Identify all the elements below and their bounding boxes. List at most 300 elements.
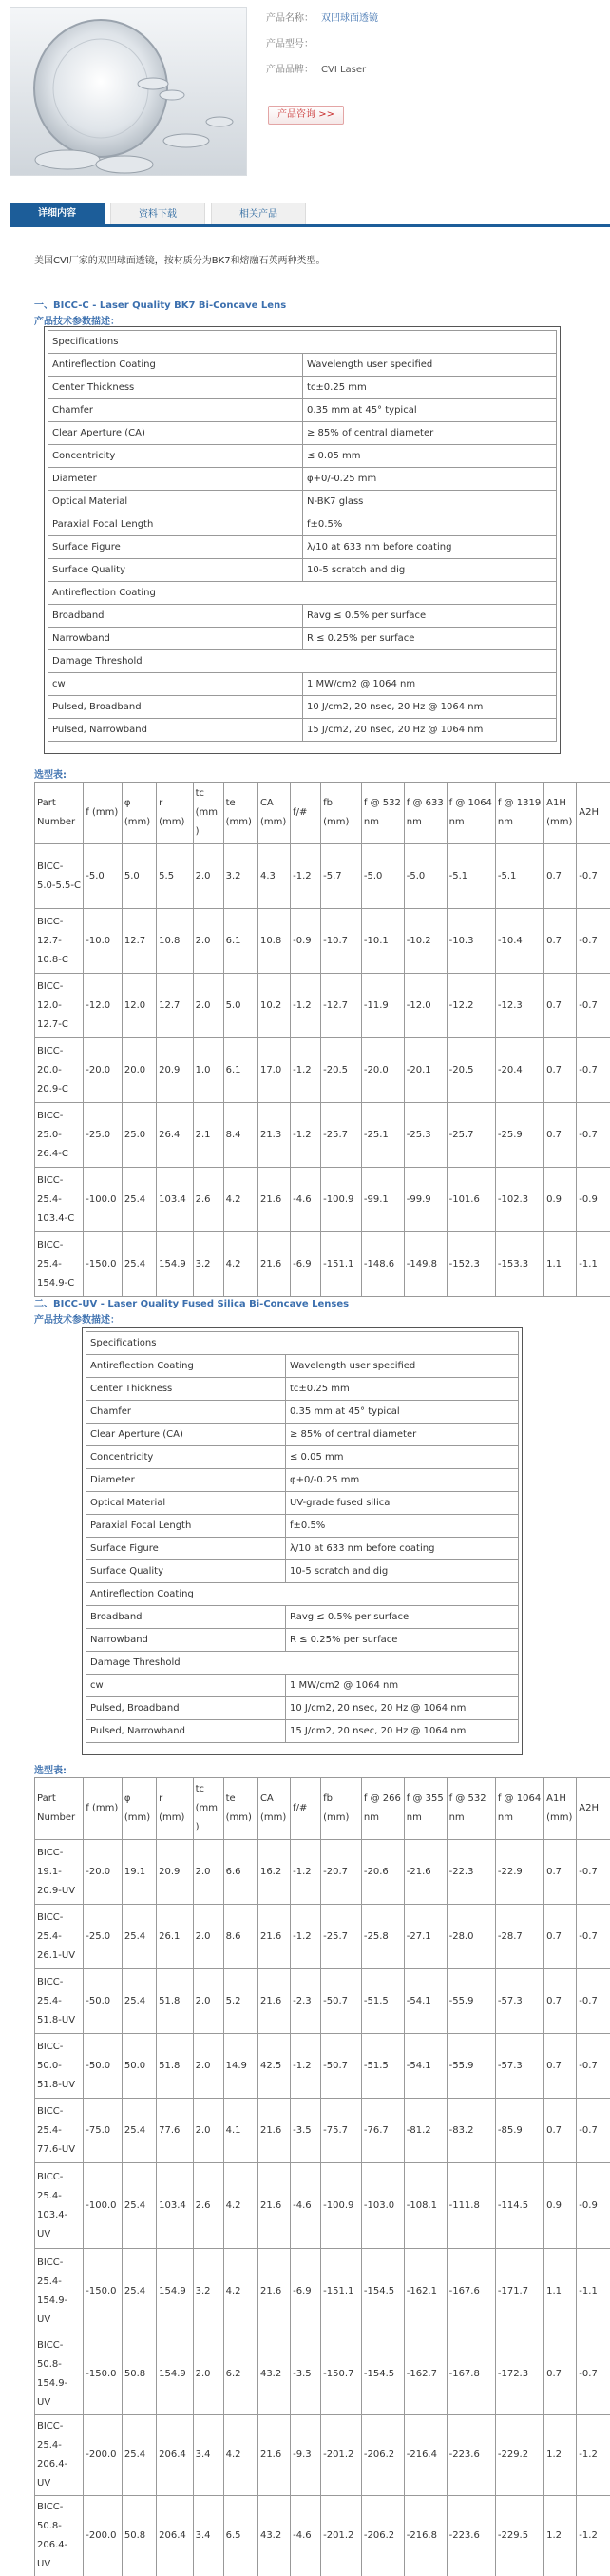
table-cell: -50.7 (321, 2034, 362, 2099)
product-model-label: 产品型号： (266, 39, 314, 49)
table-cell: -149.8 (404, 1232, 447, 1297)
table-cell: -25.0 (84, 1103, 123, 1168)
table-row (35, 1103, 610, 1168)
spec-name: Clear Aperture (CA) (86, 1424, 286, 1446)
spec-value: 10 J/cm2, 20 nsec, 20 Hz @ 1064 nm (286, 1697, 519, 1720)
table-cell: -20.1 (404, 1038, 447, 1103)
table-cell: -162.7 (404, 2334, 447, 2415)
spec-name: Diameter (86, 1469, 286, 1492)
table-cell: 2.0 (193, 974, 223, 1038)
table-cell: -6.9 (291, 1232, 321, 1297)
table-cell: -25.8 (361, 1905, 404, 1969)
spec-value: f±0.5% (303, 513, 557, 536)
table-row (35, 2249, 610, 2334)
table-cell: 0.7 (544, 2099, 577, 2163)
table-cell: -216.8 (404, 2496, 447, 2576)
table-cell: -20.7 (321, 1840, 362, 1905)
table-cell: -81.2 (404, 2099, 447, 2163)
selection-header-cell: φ (mm) (122, 783, 156, 844)
intro-text: 美国CVI厂家的双凹球面透镜，按材质分为BK7和熔融石英两种类型。 (34, 256, 326, 266)
selection-header-cell: te (mm) (223, 783, 257, 844)
table-cell: 4.1 (223, 2099, 257, 2163)
table-cell: 16.2 (257, 1840, 290, 1905)
part-number-cell: BICC-20.0-20.9-C (35, 1038, 84, 1103)
spec-value: 10-5 scratch and dig (286, 1560, 519, 1583)
spec-value: Wavelength user specified (286, 1355, 519, 1378)
table-cell: -20.5 (447, 1038, 495, 1103)
table-cell: -229.2 (495, 2415, 543, 2496)
spec-value: ≥ 85% of central diameter (303, 422, 557, 445)
table-cell: 12.7 (122, 909, 156, 974)
spec-value: ≤ 0.05 mm (286, 1446, 519, 1469)
spec-row (48, 719, 557, 742)
spec-row (86, 1560, 519, 1583)
table-cell: -9.3 (291, 2415, 321, 2496)
table-cell: -0.7 (577, 974, 610, 1038)
table-cell: 5.0 (223, 974, 257, 1038)
table-cell: 3.2 (193, 2249, 223, 2334)
product-consult-button[interactable]: 产品咨询 >> (268, 106, 344, 125)
table-row (35, 2099, 610, 2163)
table-cell: 0.9 (544, 2163, 577, 2249)
table-cell: -154.5 (361, 2334, 404, 2415)
table-cell: 10.2 (257, 974, 290, 1038)
part-number-cell: BICC-25.4-77.6-UV (35, 2099, 84, 2163)
product-brand-label: 产品品牌： (266, 65, 314, 75)
table-cell: 2.0 (193, 909, 223, 974)
table-cell: -1.2 (291, 844, 321, 909)
table-cell: -150.0 (84, 1232, 123, 1297)
table-cell: -1.2 (291, 1840, 321, 1905)
table-cell: -25.7 (321, 1905, 362, 1969)
table-cell: 1.0 (193, 1038, 223, 1103)
spec-name: Chamfer (86, 1401, 286, 1424)
table-cell: -0.7 (577, 1103, 610, 1168)
table-cell: -5.0 (84, 844, 123, 909)
spec-value: 15 J/cm2, 20 nsec, 20 Hz @ 1064 nm (286, 1720, 519, 1743)
selection-header-cell: A1H (mm) (544, 783, 577, 844)
table-cell: 20.9 (157, 1840, 193, 1905)
spec-name: Surface Quality (48, 559, 303, 582)
spec-row (48, 491, 557, 513)
spec-name: Paraxial Focal Length (86, 1515, 286, 1538)
spec-value: R ≤ 0.25% per surface (286, 1629, 519, 1652)
table-row (35, 1905, 610, 1969)
table-cell: 206.4 (157, 2415, 193, 2496)
table-cell: 2.1 (193, 1103, 223, 1168)
tab-bar (10, 203, 610, 227)
table-cell: -114.5 (495, 2163, 543, 2249)
table-cell: 4.2 (223, 1232, 257, 1297)
spec-name: cw (86, 1675, 286, 1697)
selection-header-cell: tc (mm) (193, 783, 223, 844)
table-cell: 8.4 (223, 1103, 257, 1168)
section1-spec-table (48, 330, 557, 742)
table-cell: -0.7 (577, 2334, 610, 2415)
spec-row (48, 628, 557, 650)
table-cell: 4.2 (223, 2249, 257, 2334)
spec-row (48, 536, 557, 559)
table-cell: 1.2 (544, 2415, 577, 2496)
part-number-cell: BICC-12.7-10.8-C (35, 909, 84, 974)
table-cell: -10.4 (495, 909, 543, 974)
section1-selection-table (34, 782, 610, 1297)
table-cell: 5.5 (157, 844, 193, 909)
table-cell: 2.0 (193, 2034, 223, 2099)
spec-name: Antireflection Coating (48, 354, 303, 377)
spec-value: ≤ 0.05 mm (303, 445, 557, 468)
selection-header-cell: f @ 633 nm (404, 783, 447, 844)
table-cell: 51.8 (157, 2034, 193, 2099)
table-row (35, 909, 610, 974)
selection-header-cell: r (mm) (157, 1778, 193, 1840)
spec-value: λ/10 at 633 nm before coating (303, 536, 557, 559)
spec-value: 1 MW/cm2 @ 1064 nm (303, 673, 557, 696)
spec-name: Narrowband (86, 1629, 286, 1652)
table-cell: 51.8 (157, 1969, 193, 2034)
spec-value: λ/10 at 633 nm before coating (286, 1538, 519, 1560)
table-cell: 25.4 (122, 1232, 156, 1297)
table-cell: 1.2 (544, 2496, 577, 2576)
spec-row (86, 1424, 519, 1446)
spec-group-header: Damage Threshold (86, 1652, 519, 1675)
selection-header-cell: f @ 532 nm (361, 783, 404, 844)
table-cell: -206.2 (361, 2496, 404, 2576)
table-cell: 21.6 (257, 1168, 290, 1232)
table-cell: -20.6 (361, 1840, 404, 1905)
part-number-cell: BICC-50.8-206.4-UV (35, 2496, 84, 2576)
spec-row (86, 1697, 519, 1720)
table-cell: 21.6 (257, 2415, 290, 2496)
table-cell: 12.7 (157, 974, 193, 1038)
table-cell: -10.7 (321, 909, 362, 974)
table-cell: -5.0 (361, 844, 404, 909)
table-cell: -5.7 (321, 844, 362, 909)
table-cell: -12.0 (84, 974, 123, 1038)
table-row (35, 1969, 610, 2034)
table-cell: 25.4 (122, 2415, 156, 2496)
table-cell: -162.1 (404, 2249, 447, 2334)
table-cell: 3.2 (223, 844, 257, 909)
spec-value: 10 J/cm2, 20 nsec, 20 Hz @ 1064 nm (303, 696, 557, 719)
spec-group-header: Damage Threshold (48, 650, 557, 673)
table-cell: -171.7 (495, 2249, 543, 2334)
spec-name: Antireflection Coating (86, 1355, 286, 1378)
product-brand-value: CVI Laser (321, 65, 367, 75)
spec-value: 1 MW/cm2 @ 1064 nm (286, 1675, 519, 1697)
table-cell: 2.0 (193, 844, 223, 909)
table-cell: 6.1 (223, 909, 257, 974)
spec-row (86, 1606, 519, 1629)
table-cell: -5.1 (447, 844, 495, 909)
table-cell: 20.0 (122, 1038, 156, 1103)
section1-selection-label: 选型表: (34, 770, 67, 781)
table-cell: -28.0 (447, 1905, 495, 1969)
table-cell: 10.8 (157, 909, 193, 974)
part-number-cell: BICC-25.4-103.4-UV (35, 2163, 84, 2249)
table-cell: 154.9 (157, 1232, 193, 1297)
table-cell: -0.7 (577, 1969, 610, 2034)
spec-row (86, 1469, 519, 1492)
table-cell: 77.6 (157, 2099, 193, 2163)
table-cell: 5.0 (122, 844, 156, 909)
spec-group-header: Antireflection Coating (86, 1583, 519, 1606)
table-cell: -25.0 (84, 1905, 123, 1969)
spec-value: UV-grade fused silica (286, 1492, 519, 1515)
table-cell: -10.0 (84, 909, 123, 974)
product-info (266, 8, 378, 85)
table-cell: 154.9 (157, 2334, 193, 2415)
selection-header-cell: r (mm) (157, 783, 193, 844)
table-cell: -151.1 (321, 1232, 362, 1297)
table-cell: 2.0 (193, 1969, 223, 2034)
part-number-cell: BICC-12.0-12.7-C (35, 974, 84, 1038)
spec-name: Broadband (86, 1606, 286, 1629)
table-cell: -27.1 (404, 1905, 447, 1969)
spec-name: Narrowband (48, 628, 303, 650)
table-cell: -25.7 (447, 1103, 495, 1168)
table-cell: 0.7 (544, 909, 577, 974)
table-cell: 14.9 (223, 2034, 257, 2099)
spec-value: tc±0.25 mm (286, 1378, 519, 1401)
part-number-cell: BICC-5.0-5.5-C (35, 844, 84, 909)
table-cell: -20.0 (84, 1038, 123, 1103)
spec-name: Diameter (48, 468, 303, 491)
product-name-label: 产品名称： (266, 13, 314, 24)
table-cell: 21.6 (257, 1905, 290, 1969)
table-cell: 0.7 (544, 1969, 577, 2034)
table-cell: 2.6 (193, 2163, 223, 2249)
table-cell: -10.2 (404, 909, 447, 974)
spec-group-header: Antireflection Coating (48, 582, 557, 605)
selection-header-cell: f @ 355 nm (404, 1778, 447, 1840)
spec-group-header-row (86, 1332, 519, 1355)
table-cell: -167.8 (447, 2334, 495, 2415)
section2-selection-label: 选型表: (34, 1766, 67, 1776)
spec-value: φ+0/-0.25 mm (286, 1469, 519, 1492)
table-cell: 50.8 (122, 2496, 156, 2576)
table-cell: -1.2 (291, 2034, 321, 2099)
table-cell: 12.0 (122, 974, 156, 1038)
table-row (35, 974, 610, 1038)
table-cell: 0.9 (544, 1168, 577, 1232)
table-cell: -20.0 (84, 1840, 123, 1905)
spec-name: Concentricity (86, 1446, 286, 1469)
table-cell: -1.2 (291, 1103, 321, 1168)
spec-row (48, 399, 557, 422)
part-number-cell: BICC-25.4-206.4-UV (35, 2415, 84, 2496)
spec-value: tc±0.25 mm (303, 377, 557, 399)
table-cell: -76.7 (361, 2099, 404, 2163)
spec-row (86, 1446, 519, 1469)
table-cell: 2.6 (193, 1168, 223, 1232)
selection-header-cell: f/# (291, 783, 321, 844)
table-cell: -5.1 (495, 844, 543, 909)
part-number-cell: BICC-25.4-154.9-UV (35, 2249, 84, 2334)
tab-details[interactable]: 详细内容 (10, 203, 105, 224)
selection-header-cell: fb (mm) (321, 1778, 362, 1840)
tab-downloads[interactable]: 资料下载 (110, 203, 205, 224)
table-row (35, 1038, 610, 1103)
table-cell: 21.6 (257, 2249, 290, 2334)
table-row (35, 2496, 610, 2576)
table-cell: -54.1 (404, 1969, 447, 2034)
table-cell: -1.2 (577, 2496, 610, 2576)
table-cell: 3.4 (193, 2496, 223, 2576)
table-cell: -201.2 (321, 2415, 362, 2496)
table-row (35, 2334, 610, 2415)
table-cell: 0.7 (544, 1038, 577, 1103)
spec-name: Pulsed, Broadband (48, 696, 303, 719)
table-cell: -150.7 (321, 2334, 362, 2415)
table-cell: 1.1 (544, 2249, 577, 2334)
table-cell: -50.7 (321, 1969, 362, 2034)
table-cell: 21.6 (257, 2099, 290, 2163)
spec-row (86, 1720, 519, 1743)
table-cell: -3.5 (291, 2099, 321, 2163)
table-cell: -4.6 (291, 1168, 321, 1232)
table-cell: -25.7 (321, 1103, 362, 1168)
spec-value: f±0.5% (286, 1515, 519, 1538)
selection-header-cell: f/# (291, 1778, 321, 1840)
table-cell: -200.0 (84, 2415, 123, 2496)
section1-title: 一、BICC-C - Laser Quality BK7 Bi-Concave Lens (34, 300, 287, 311)
table-row (35, 1232, 610, 1297)
table-cell: -99.1 (361, 1168, 404, 1232)
product-model-row (266, 33, 378, 59)
spec-row (48, 513, 557, 536)
table-cell: -85.9 (495, 2099, 543, 2163)
spec-row (86, 1401, 519, 1424)
selection-header-cell: f (mm) (84, 1778, 123, 1840)
table-cell: -100.0 (84, 1168, 123, 1232)
spec-value: 15 J/cm2, 20 nsec, 20 Hz @ 1064 nm (303, 719, 557, 742)
table-cell: -103.0 (361, 2163, 404, 2249)
table-cell: 25.4 (122, 1168, 156, 1232)
table-cell: 25.4 (122, 2163, 156, 2249)
table-cell: 19.1 (122, 1840, 156, 1905)
spec-name: Clear Aperture (CA) (48, 422, 303, 445)
table-cell: -148.6 (361, 1232, 404, 1297)
table-cell: -1.2 (291, 974, 321, 1038)
spec-value: 0.35 mm at 45° typical (303, 399, 557, 422)
table-cell: 103.4 (157, 1168, 193, 1232)
selection-header-cell: f @ 1064 nm (447, 783, 495, 844)
table-cell: -57.3 (495, 1969, 543, 2034)
table-cell: 0.7 (544, 2334, 577, 2415)
table-cell: -154.5 (361, 2249, 404, 2334)
table-cell: 50.0 (122, 2034, 156, 2099)
table-cell: -20.5 (321, 1038, 362, 1103)
selection-header-cell: φ (mm) (122, 1778, 156, 1840)
table-cell: -5.0 (404, 844, 447, 909)
table-cell: -0.7 (577, 1840, 610, 1905)
selection-header-cell: f @ 532 nm (447, 1778, 495, 1840)
spec-group-header: Specifications (48, 331, 557, 354)
table-cell: -99.9 (404, 1168, 447, 1232)
spec-value: 10-5 scratch and dig (303, 559, 557, 582)
table-row (35, 844, 610, 909)
product-brand-row (266, 59, 378, 85)
spec-value: Ravg ≤ 0.5% per surface (303, 605, 557, 628)
table-cell: -11.9 (361, 974, 404, 1038)
spec-value: ≥ 85% of central diameter (286, 1424, 519, 1446)
selection-header-cell: A2H (577, 783, 610, 844)
table-row (35, 2163, 610, 2249)
table-cell: 43.2 (257, 2334, 290, 2415)
table-cell: 6.5 (223, 2496, 257, 2576)
table-cell: -57.3 (495, 2034, 543, 2099)
table-cell: -6.9 (291, 2249, 321, 2334)
selection-header-cell: Part Number (35, 783, 84, 844)
table-cell: -25.9 (495, 1103, 543, 1168)
table-cell: 0.7 (544, 1905, 577, 1969)
spec-name: Center Thickness (48, 377, 303, 399)
table-cell: -111.8 (447, 2163, 495, 2249)
table-row (35, 2034, 610, 2099)
table-cell: -28.7 (495, 1905, 543, 1969)
table-cell: -223.6 (447, 2415, 495, 2496)
table-cell: 26.1 (157, 1905, 193, 1969)
table-cell: -51.5 (361, 1969, 404, 2034)
spec-name: Pulsed, Broadband (86, 1697, 286, 1720)
spec-value: 0.35 mm at 45° typical (286, 1401, 519, 1424)
selection-header-cell: te (mm) (223, 1778, 257, 1840)
table-cell: -167.6 (447, 2249, 495, 2334)
table-cell: 42.5 (257, 2034, 290, 2099)
spec-group-header: Specifications (86, 1332, 519, 1355)
spec-row (48, 422, 557, 445)
table-cell: -0.7 (577, 2034, 610, 2099)
spec-group-header-row (48, 331, 557, 354)
spec-row (48, 605, 557, 628)
table-cell: 20.9 (157, 1038, 193, 1103)
table-cell: 0.7 (544, 1103, 577, 1168)
selection-header-cell: A1H (mm) (544, 1778, 577, 1840)
table-cell: 25.0 (122, 1103, 156, 1168)
spec-value: N-BK7 glass (303, 491, 557, 513)
table-cell: 4.2 (223, 1168, 257, 1232)
table-cell: 10.8 (257, 909, 290, 974)
table-cell: -54.1 (404, 2034, 447, 2099)
table-cell: -1.1 (577, 1232, 610, 1297)
spec-name: Pulsed, Narrowband (86, 1720, 286, 1743)
part-number-cell: BICC-25.0-26.4-C (35, 1103, 84, 1168)
table-cell: -0.7 (577, 844, 610, 909)
product-name-row (266, 8, 378, 33)
table-cell: 3.2 (193, 1232, 223, 1297)
spec-name: Broadband (48, 605, 303, 628)
table-cell: -0.9 (291, 909, 321, 974)
table-cell: 25.4 (122, 1969, 156, 2034)
table-cell: 50.8 (122, 2334, 156, 2415)
spec-group-header-row (86, 1652, 519, 1675)
table-cell: -172.3 (495, 2334, 543, 2415)
tab-related-products[interactable]: 相关产品 (211, 203, 306, 224)
section2-spec-label: 产品技术参数描述： (34, 1315, 120, 1326)
table-cell: -20.4 (495, 1038, 543, 1103)
section2-title: 二、BICC-UV - Laser Quality Fused Silica Bi-Concave Lenses (34, 1299, 350, 1309)
spec-group-header-row (86, 1583, 519, 1606)
table-cell: -25.1 (361, 1103, 404, 1168)
table-cell: 21.6 (257, 1232, 290, 1297)
spec-value: φ+0/-0.25 mm (303, 468, 557, 491)
table-cell: -0.7 (577, 1038, 610, 1103)
table-cell: 0.7 (544, 2034, 577, 2099)
table-cell: -55.9 (447, 2034, 495, 2099)
spec-row (48, 559, 557, 582)
table-cell: -50.0 (84, 1969, 123, 2034)
